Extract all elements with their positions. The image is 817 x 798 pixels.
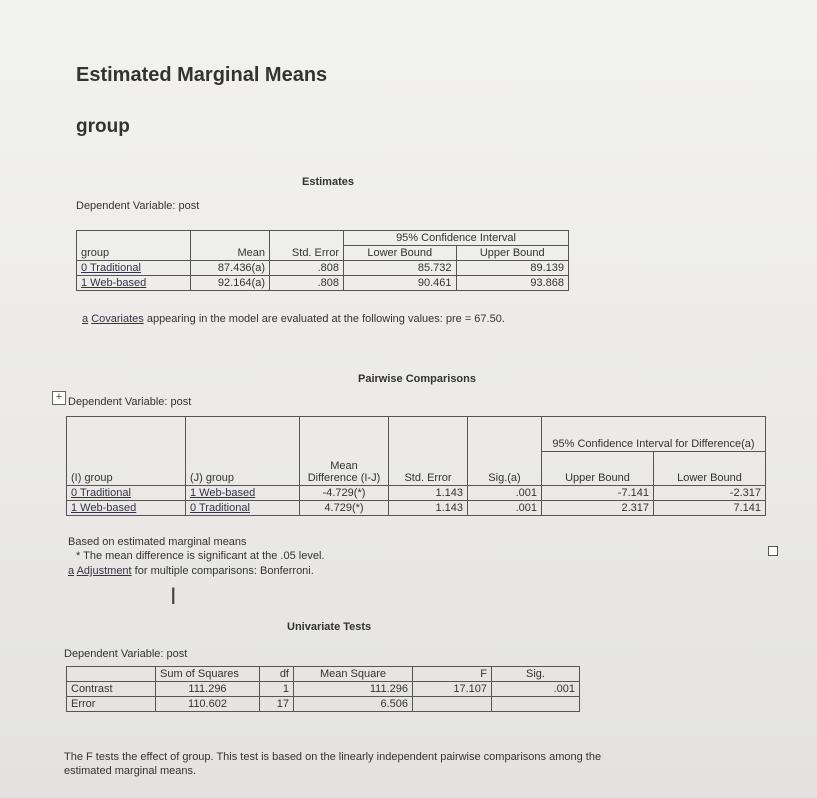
col-header-i-group: (I) group xyxy=(67,417,186,486)
pivot-table-icon[interactable]: + xyxy=(52,391,66,405)
row-f xyxy=(413,697,492,712)
col-header-ci: 95% Confidence Interval for Difference(a) xyxy=(542,417,766,452)
row-std-error: .808 xyxy=(270,261,344,276)
pairwise-note-2: * The mean difference is significant at the .05 level. xyxy=(76,550,325,562)
row-upper: 2.317 xyxy=(542,501,654,516)
row-ss: 111.296 xyxy=(156,682,260,697)
estimates-title: Estimates xyxy=(302,176,354,188)
col-header-lower-bound: Lower Bound xyxy=(344,246,457,261)
row-ms: 6.506 xyxy=(294,697,413,712)
row-sig xyxy=(492,697,580,712)
estimates-footnote xyxy=(82,313,505,325)
col-header-lower-bound: Lower Bound xyxy=(654,451,766,486)
univariate-dependent-variable: Dependent Variable: post xyxy=(64,648,188,660)
row-df: 1 xyxy=(260,682,294,697)
pairwise-title: Pairwise Comparisons xyxy=(358,373,476,385)
row-std-error: 1.143 xyxy=(389,501,468,516)
row-i-group[interactable]: 1 Web-based xyxy=(67,501,186,516)
estimates-dependent-variable: Dependent Variable: post xyxy=(76,200,200,212)
table-row xyxy=(67,501,766,516)
table-row xyxy=(77,261,569,276)
col-header-f: F xyxy=(413,667,492,682)
row-sig: .001 xyxy=(492,682,580,697)
footnote-text: for multiple comparisons: Bonferroni. xyxy=(134,565,314,577)
col-header-sig: Sig.(a) xyxy=(468,417,542,486)
row-ss: 110.602 xyxy=(156,697,260,712)
univariate-footnote: The F tests the effect of group. This test is based on the linearly independent pairwise comparisons among the estimated marginal means. xyxy=(64,751,602,777)
footnote-marker: a xyxy=(68,565,75,577)
univariate-title: Univariate Tests xyxy=(287,621,372,633)
row-upper: 93.868 xyxy=(456,276,569,291)
footnote-marker: a xyxy=(82,313,89,325)
row-lower: 90.461 xyxy=(344,276,457,291)
row-label: Error xyxy=(67,697,156,712)
estimates-table[interactable] xyxy=(76,230,569,291)
col-header-std-error: Std. Error xyxy=(270,231,344,261)
text-cursor-icon: I xyxy=(170,585,177,610)
row-lower: -2.317 xyxy=(654,486,766,501)
row-i-group[interactable]: 0 Traditional xyxy=(67,486,186,501)
covariates-link[interactable]: Covariates xyxy=(91,313,144,325)
row-mean-difference: 4.729(*) xyxy=(300,501,389,516)
row-f: 17.107 xyxy=(413,682,492,697)
row-std-error: 1.143 xyxy=(389,486,468,501)
section-heading: Estimated Marginal Means xyxy=(76,64,328,86)
row-upper: 89.139 xyxy=(456,261,569,276)
row-mean: 92.164(a) xyxy=(191,276,270,291)
row-label: Contrast xyxy=(67,682,156,697)
col-header-ci: 95% Confidence Interval xyxy=(344,231,569,246)
table-row xyxy=(67,682,580,697)
pairwise-note-3 xyxy=(68,565,314,577)
adjustment-link[interactable]: Adjustment xyxy=(76,565,132,577)
col-header-mean: Mean xyxy=(191,231,270,261)
col-header-sig: Sig. xyxy=(492,667,580,682)
row-mean-difference: -4.729(*) xyxy=(300,486,389,501)
row-j-group[interactable]: 1 Web-based xyxy=(186,486,300,501)
col-header-j-group: (J) group xyxy=(186,417,300,486)
row-sig: .001 xyxy=(468,486,542,501)
row-group[interactable]: 0 Traditional xyxy=(77,261,191,276)
pairwise-note-1: Based on estimated marginal means xyxy=(68,536,247,548)
row-group[interactable]: 1 Web-based xyxy=(77,276,191,291)
row-df: 17 xyxy=(260,697,294,712)
col-header-df: df xyxy=(260,667,294,682)
row-lower: 85.732 xyxy=(344,261,457,276)
univariate-table[interactable] xyxy=(66,666,580,712)
col-header-upper-bound: Upper Bound xyxy=(456,246,569,261)
row-lower: 7.141 xyxy=(654,501,766,516)
col-header-std-error: Std. Error xyxy=(389,417,468,486)
pairwise-table[interactable] xyxy=(66,416,766,516)
resize-handle-icon[interactable] xyxy=(768,546,778,556)
col-header-mean-difference: Mean Difference (I-J) xyxy=(300,417,389,486)
col-header-sum-of-squares: Sum of Squares xyxy=(156,667,260,682)
table-row xyxy=(77,276,569,291)
col-header-blank xyxy=(67,667,156,682)
row-upper: -7.141 xyxy=(542,486,654,501)
section-subheading: group xyxy=(76,116,130,137)
pairwise-dependent-variable: Dependent Variable: post xyxy=(68,396,192,408)
table-row xyxy=(67,697,580,712)
col-header-mean-square: Mean Square xyxy=(294,667,413,682)
row-sig: .001 xyxy=(468,501,542,516)
col-header-group: group xyxy=(77,231,191,261)
row-j-group[interactable]: 0 Traditional xyxy=(186,501,300,516)
col-header-upper-bound: Upper Bound xyxy=(542,451,654,486)
table-row xyxy=(67,486,766,501)
footnote-text: appearing in the model are evaluated at the following values: pre = 67.50. xyxy=(146,313,505,325)
row-ms: 111.296 xyxy=(294,682,413,697)
row-std-error: .808 xyxy=(270,276,344,291)
row-mean: 87.436(a) xyxy=(191,261,270,276)
